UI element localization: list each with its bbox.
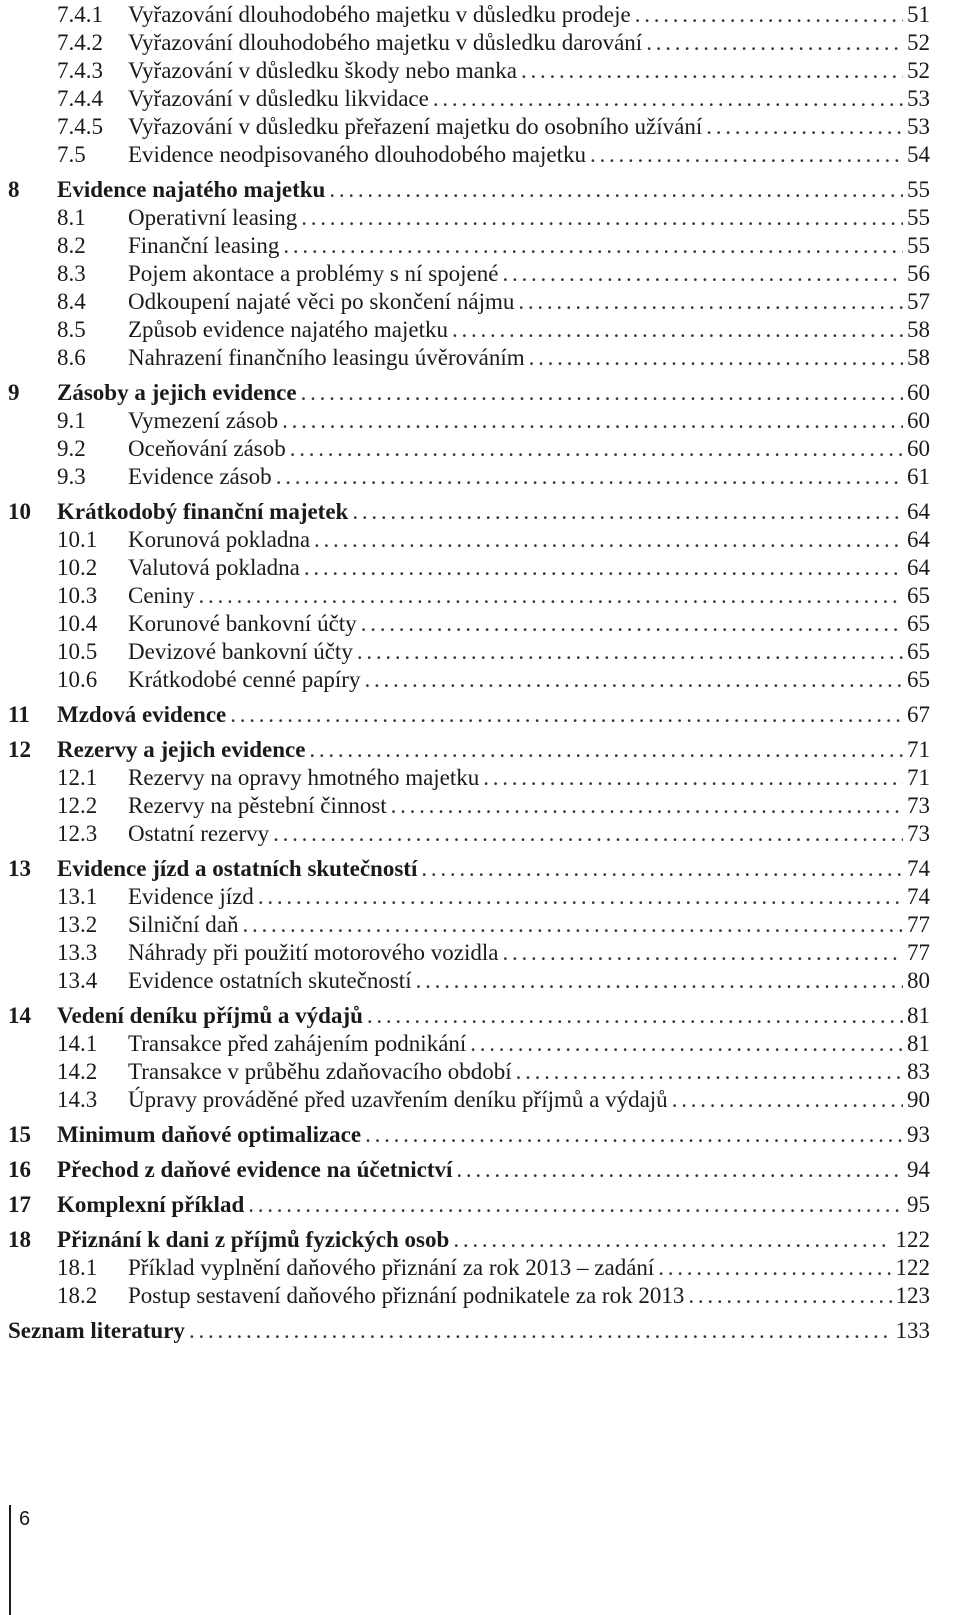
toc-entry: [0, 736, 930, 764]
toc-entry: [0, 260, 930, 288]
toc-entry-number: 7.4.1: [57, 2, 103, 27]
toc-entry-page: 56: [903, 260, 930, 288]
dot-leader: [283, 232, 903, 260]
dot-leader: [304, 554, 903, 582]
toc-entry: [0, 498, 930, 526]
dot-leader: [248, 1191, 903, 1219]
toc-entry-page: 65: [903, 582, 930, 610]
dot-leader: [391, 792, 903, 820]
toc-entry: [0, 1191, 930, 1219]
dot-leader: [433, 85, 903, 113]
toc-entry: [0, 939, 930, 967]
toc-entry: [0, 526, 930, 554]
toc-entry-page: 95: [903, 1191, 930, 1219]
toc-entry: [0, 1317, 930, 1345]
toc-entry-title: Vyřazování dlouhodobého majetku v důsledku darování: [128, 29, 646, 57]
toc-entry-title: Ceniny: [128, 582, 198, 610]
toc-entry-page: 123: [892, 1282, 931, 1310]
dot-leader: [521, 57, 903, 85]
toc-entry-page: 58: [903, 344, 930, 372]
dot-leader: [421, 855, 903, 883]
toc-entry-title: Náhrady při použití motorového vozidla: [128, 939, 502, 967]
dot-leader: [276, 463, 903, 491]
toc-entry-page: 54: [903, 141, 930, 169]
dot-leader: [365, 1121, 903, 1149]
toc-entry-page: 94: [903, 1156, 930, 1184]
toc-entry: [0, 792, 930, 820]
toc-entry-number: 11: [8, 702, 30, 727]
toc-entry-page: 74: [903, 855, 930, 883]
toc-entry-number: 12: [8, 737, 31, 762]
dot-leader: [706, 113, 903, 141]
dot-leader: [470, 1030, 903, 1058]
toc-entry: [0, 1, 930, 29]
toc-entry-title: Vedení deníku příjmů a výdajů: [57, 1002, 367, 1030]
dot-leader: [357, 638, 903, 666]
toc-entry: [0, 911, 930, 939]
toc-entry-page: 81: [903, 1002, 930, 1030]
toc-entry: [0, 435, 930, 463]
toc-entry-title: Oceňování zásob: [128, 435, 290, 463]
toc-entry-number: 8: [8, 177, 20, 202]
toc-entry-number: 16: [8, 1157, 31, 1182]
toc-entry-page: 55: [903, 204, 930, 232]
toc-entry: [0, 204, 930, 232]
toc-entry-title: Vymezení zásob: [128, 407, 282, 435]
toc-entry-title: Vyřazování v důsledku škody nebo manka: [128, 57, 521, 85]
toc-entry-page: 65: [903, 638, 930, 666]
toc-entry-number: 10.6: [57, 667, 98, 692]
toc-entry: [0, 232, 930, 260]
toc-entry-page: 60: [903, 379, 930, 407]
toc-entry: [0, 701, 930, 729]
toc-entry-title: Zásoby a jejich evidence: [57, 379, 301, 407]
toc-entry-title: Evidence zásob: [128, 463, 276, 491]
toc-entry-number: 14.1: [57, 1031, 98, 1056]
dot-leader: [361, 610, 903, 638]
toc-entry-page: 83: [903, 1058, 930, 1086]
toc-entry-title: Krátkodobé cenné papíry: [128, 666, 364, 694]
toc-entry: [0, 1086, 930, 1114]
toc-entry-title: Vyřazování v důsledku likvidace: [128, 85, 433, 113]
toc-entry-title: Rezervy na pěstební činnost: [128, 792, 391, 820]
dot-leader: [453, 1226, 891, 1254]
toc-entry-title: Korunové bankovní účty: [128, 610, 361, 638]
toc-entry-number: 8.6: [57, 345, 86, 370]
toc-entry-number: 7.4.3: [57, 58, 103, 83]
toc-entry-page: 67: [903, 701, 930, 729]
toc-entry-title: Úpravy prováděné před uzavřením deníku příjmů a výdajů: [128, 1086, 672, 1114]
toc-entry-title: Valutová pokladna: [128, 554, 304, 582]
toc-entry-page: 73: [903, 792, 930, 820]
toc-entry-title: Rezervy a jejich evidence: [57, 736, 309, 764]
toc-entry-number: 8.3: [57, 261, 86, 286]
toc-entry-title: Komplexní příklad: [57, 1191, 248, 1219]
toc-entry-page: 77: [903, 911, 930, 939]
dot-leader: [189, 1317, 892, 1345]
toc-entry-title: Evidence ostatních skutečností: [128, 967, 416, 995]
toc-entry-page: 80: [903, 967, 930, 995]
dot-leader: [282, 407, 903, 435]
toc-entry-title: Finanční leasing: [128, 232, 283, 260]
toc-entry-title: Vyřazování dlouhodobého majetku v důsledku prodeje: [128, 1, 635, 29]
toc-entry-title: Způsob evidence najatého majetku: [128, 316, 452, 344]
toc-entry-title: Silniční daň: [128, 911, 243, 939]
toc-entry-title: Krátkodobý finanční majetek: [57, 498, 352, 526]
toc-entry-page: 93: [903, 1121, 930, 1149]
toc-entry-number: 9.2: [57, 436, 86, 461]
toc-entry-page: 60: [903, 435, 930, 463]
toc-entry-number: 7.5: [57, 142, 86, 167]
toc-entry-number: 14.3: [57, 1087, 98, 1112]
toc-entry-title: Ostatní rezervy: [128, 820, 273, 848]
toc-entry-title: Transakce před zahájením podnikání: [128, 1030, 470, 1058]
toc-entry-number: 10.1: [57, 527, 98, 552]
toc-entry-title: Odkoupení najaté věci po skončení nájmu: [128, 288, 518, 316]
toc-entry: [0, 1282, 930, 1310]
toc-entry-number: 8.4: [57, 289, 86, 314]
dot-leader: [243, 911, 903, 939]
toc-entry-number: 9.1: [57, 408, 86, 433]
dot-leader: [329, 176, 903, 204]
toc-entry: [0, 176, 930, 204]
toc-entry-title: Transakce v průběhu zdaňovacího období: [128, 1058, 516, 1086]
toc-entry-title: Nahrazení finančního leasingu úvěrováním: [128, 344, 529, 372]
toc-entry-page: 77: [903, 939, 930, 967]
toc-entry-number: 13.4: [57, 968, 98, 993]
toc-entry-number: 9: [8, 380, 20, 405]
dot-leader: [456, 1156, 903, 1184]
toc-entry-number: 9.3: [57, 464, 86, 489]
toc-entry: [0, 1226, 930, 1254]
toc-entry-page: 61: [903, 463, 930, 491]
dot-leader: [635, 1, 903, 29]
toc-entry: [0, 1058, 930, 1086]
toc-entry-page: 52: [903, 29, 930, 57]
page-number: 6: [19, 1508, 31, 1530]
dot-leader: [658, 1254, 891, 1282]
toc-entry-title: Seznam literatury: [8, 1317, 189, 1345]
toc-entry: [0, 666, 930, 694]
dot-leader: [301, 204, 903, 232]
dot-leader: [646, 29, 903, 57]
dot-leader: [352, 498, 903, 526]
dot-leader: [364, 666, 903, 694]
toc-entry: [0, 610, 930, 638]
toc-entry-page: 53: [903, 113, 930, 141]
toc-entry-page: 55: [903, 176, 930, 204]
toc-entry: [0, 407, 930, 435]
toc-entry: [0, 1254, 930, 1282]
toc-entry-title: Přechod z daňové evidence na účetnictví: [57, 1156, 456, 1184]
toc-entry: [0, 113, 930, 141]
dot-leader: [502, 260, 903, 288]
toc-entry-number: 13: [8, 856, 31, 881]
toc-entry-number: 12.3: [57, 821, 98, 846]
toc-entry-title: Operativní leasing: [128, 204, 301, 232]
toc-entry: [0, 379, 930, 407]
toc-entry: [0, 141, 930, 169]
toc-entry-page: 64: [903, 526, 930, 554]
toc-entry-number: 12.1: [57, 765, 98, 790]
dot-leader: [301, 379, 903, 407]
toc-entry: [0, 554, 930, 582]
toc-entry-title: Rezervy na opravy hmotného majetku: [128, 764, 483, 792]
toc-entry-page: 71: [903, 736, 930, 764]
toc-entry-number: 8.2: [57, 233, 86, 258]
toc-entry-title: Korunová pokladna: [128, 526, 314, 554]
toc-entry-page: 52: [903, 57, 930, 85]
toc-entry-number: 7.4.2: [57, 30, 103, 55]
dot-leader: [416, 967, 903, 995]
toc-entry: [0, 1121, 930, 1149]
dot-leader: [502, 939, 903, 967]
toc-entry-page: 64: [903, 498, 930, 526]
toc-entry: [0, 764, 930, 792]
toc-entry: [0, 85, 930, 113]
toc-entry: [0, 29, 930, 57]
toc-entry-page: 55: [903, 232, 930, 260]
toc-entry-page: 122: [892, 1226, 931, 1254]
folio-rule: [9, 1505, 11, 1615]
toc-entry-title: Evidence najatého majetku: [57, 176, 329, 204]
toc-entry-number: 8.5: [57, 317, 86, 342]
toc-entry-number: 7.4.5: [57, 114, 103, 139]
toc-entry-number: 10.3: [57, 583, 98, 608]
toc-entry-page: 65: [903, 610, 930, 638]
toc-entry-page: 60: [903, 407, 930, 435]
toc-entry-number: 10.2: [57, 555, 98, 580]
toc-entry-page: 81: [903, 1030, 930, 1058]
toc-entry-number: 17: [8, 1192, 31, 1217]
toc-entry-page: 73: [903, 820, 930, 848]
dot-leader: [367, 1002, 903, 1030]
toc-entry: [0, 463, 930, 491]
toc-entry: [0, 967, 930, 995]
toc-entry-title: Postup sestavení daňového přiznání podnikatele za rok 2013: [128, 1282, 688, 1310]
toc-entry-number: 13.3: [57, 940, 98, 965]
dot-leader: [672, 1086, 903, 1114]
toc-entry-page: 133: [892, 1317, 931, 1345]
toc-entry-number: 7.4.4: [57, 86, 103, 111]
toc-entry: [0, 344, 930, 372]
toc-entry-number: 8.1: [57, 205, 86, 230]
toc-entry: [0, 820, 930, 848]
dot-leader: [273, 820, 903, 848]
toc-entry-number: 15: [8, 1122, 31, 1147]
dot-leader: [230, 701, 903, 729]
dot-leader: [518, 288, 903, 316]
toc-entry: [0, 1030, 930, 1058]
toc-entry-page: 122: [892, 1254, 931, 1282]
toc-entry: [0, 883, 930, 911]
toc-entry-page: 51: [903, 1, 930, 29]
toc-entry-title: Evidence neodpisovaného dlouhodobého majetku: [128, 141, 590, 169]
toc-entry-page: 74: [903, 883, 930, 911]
toc-entry-title: Pojem akontace a problémy s ní spojené: [128, 260, 502, 288]
toc-entry: [0, 855, 930, 883]
toc-entry-number: 12.2: [57, 793, 98, 818]
toc-entry-title: Vyřazování v důsledku přeřazení majetku do osobního užívání: [128, 113, 706, 141]
toc-entry-title: Evidence jízd a ostatních skutečností: [57, 855, 421, 883]
toc-entry-page: 71: [903, 764, 930, 792]
toc-entry: [0, 582, 930, 610]
toc-entry-page: 57: [903, 288, 930, 316]
dot-leader: [290, 435, 903, 463]
toc-entry-number: 10.5: [57, 639, 98, 664]
toc-entry: [0, 1002, 930, 1030]
toc-entry-title: Minimum daňové optimalizace: [57, 1121, 365, 1149]
toc-entry-number: 18: [8, 1227, 31, 1252]
dot-leader: [198, 582, 903, 610]
toc-entry-number: 10.4: [57, 611, 98, 636]
dot-leader: [516, 1058, 903, 1086]
toc-entry-number: 18.2: [57, 1283, 98, 1308]
dot-leader: [309, 736, 903, 764]
toc-entry: [0, 316, 930, 344]
toc-entry-title: Přiznání k dani z příjmů fyzických osob: [57, 1226, 453, 1254]
toc-entry-page: 58: [903, 316, 930, 344]
dot-leader: [452, 316, 903, 344]
toc-entry: [0, 1156, 930, 1184]
dot-leader: [688, 1282, 891, 1310]
toc-entry-page: 90: [903, 1086, 930, 1114]
toc-entry-number: 18.1: [57, 1255, 98, 1280]
toc-entry-title: Příklad vyplnění daňového přiznání za rok 2013 – zadání: [128, 1254, 658, 1282]
dot-leader: [529, 344, 903, 372]
toc-entry-page: 64: [903, 554, 930, 582]
toc-entry-number: 13.1: [57, 884, 98, 909]
dot-leader: [258, 883, 903, 911]
toc-entry-number: 14.2: [57, 1059, 98, 1084]
toc-entry-title: Mzdová evidence: [57, 701, 230, 729]
toc-entry-number: 13.2: [57, 912, 98, 937]
dot-leader: [483, 764, 903, 792]
toc-entry: [0, 288, 930, 316]
toc-entry-title: Devizové bankovní účty: [128, 638, 357, 666]
dot-leader: [590, 141, 903, 169]
toc-entry-page: 65: [903, 666, 930, 694]
toc-entry: [0, 57, 930, 85]
toc-entry: [0, 638, 930, 666]
toc-entry-number: 14: [8, 1003, 31, 1028]
toc-entry-number: 10: [8, 499, 31, 524]
toc-entry-title: Evidence jízd: [128, 883, 258, 911]
dot-leader: [314, 526, 903, 554]
toc-entry-page: 53: [903, 85, 930, 113]
